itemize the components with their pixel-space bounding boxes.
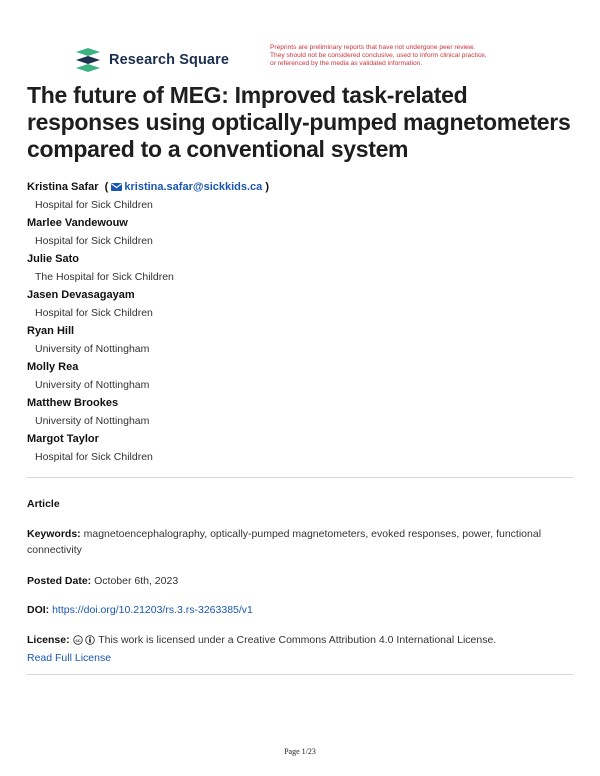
author-name: Ryan Hill [27,325,75,337]
author-name: Jasen Devasagayam [27,289,135,301]
research-square-logo[interactable] [74,47,229,73]
author-affiliation: Hospital for Sick Children [35,199,153,211]
author-name: Margot Taylor [27,433,99,445]
attribution-icon [85,634,95,650]
author-email-wrapper: ( kristina.safar@sickkids.ca ) [102,181,269,193]
svg-text:cc: cc [74,639,81,644]
author-entry [27,178,567,214]
read-full-license-link[interactable]: Read Full License [27,652,112,664]
author-entry [27,394,567,430]
author-list [27,178,567,466]
author-entry [27,430,567,466]
keywords-label: Keywords: [27,528,81,540]
logo-text: Research Square [109,52,229,68]
author-entry [27,214,567,250]
page-number: Page 1/23 [284,747,316,756]
author-affiliation: University of Nottingham [35,415,150,427]
author-name: Marlee Vandewouw [27,217,128,229]
author-affiliation: The Hospital for Sick Children [35,271,174,283]
notice-line: Preprints are preliminary reports that have not undergone peer review. [270,44,475,51]
doi-section [27,602,573,618]
author-affiliation: University of Nottingham [35,343,150,355]
author-entry [27,358,567,394]
paper-title: The future of MEG: Improved task-related responses using optically-pumped magnetometers compared to a conventional system [27,82,571,162]
section-divider [27,674,573,675]
author-entry [27,286,567,322]
research-square-logo-icon [74,47,102,73]
license-label: License: [27,634,70,646]
author-entry [27,322,567,358]
author-name: Kristina Safar [27,181,99,193]
keywords-section [27,526,573,558]
author-affiliation: Hospital for Sick Children [35,307,153,319]
author-email-link[interactable]: kristina.safar@sickkids.ca [124,181,263,193]
posted-date-section [27,573,573,589]
posted-date-label: Posted Date: [27,575,92,587]
preprint-notice [270,44,540,69]
author-name: Molly Rea [27,361,79,373]
author-entry [27,250,567,286]
doi-link[interactable]: https://doi.org/10.21203/rs.3.rs-3263385/v1 [52,604,253,616]
notice-line: or referenced by the media as validated information. [270,60,423,68]
article-type [27,496,573,512]
posted-date-value: October 6th, 2023 [94,575,179,587]
section-divider [27,477,573,478]
author-name: Julie Sato [27,253,79,265]
keywords-text: magnetoencephalography, optically-pumped magnetometers, evoked responses, power, functional connectivity [27,528,542,556]
article-type-label: Article [27,498,60,510]
notice-line: They should not be considered conclusive, used to inform clinical practice, [270,52,487,60]
author-affiliation: Hospital for Sick Children [35,451,153,463]
author-affiliation: University of Nottingham [35,379,150,391]
author-affiliation: Hospital for Sick Children [35,235,153,247]
license-text: This work is licensed under a Creative Commons Attribution 4.0 International License. [98,634,497,646]
envelope-icon [111,179,122,197]
license-section [27,632,573,666]
author-name: Matthew Brookes [27,397,119,409]
doi-label: DOI: [27,604,50,616]
creative-commons-icon [73,634,83,650]
